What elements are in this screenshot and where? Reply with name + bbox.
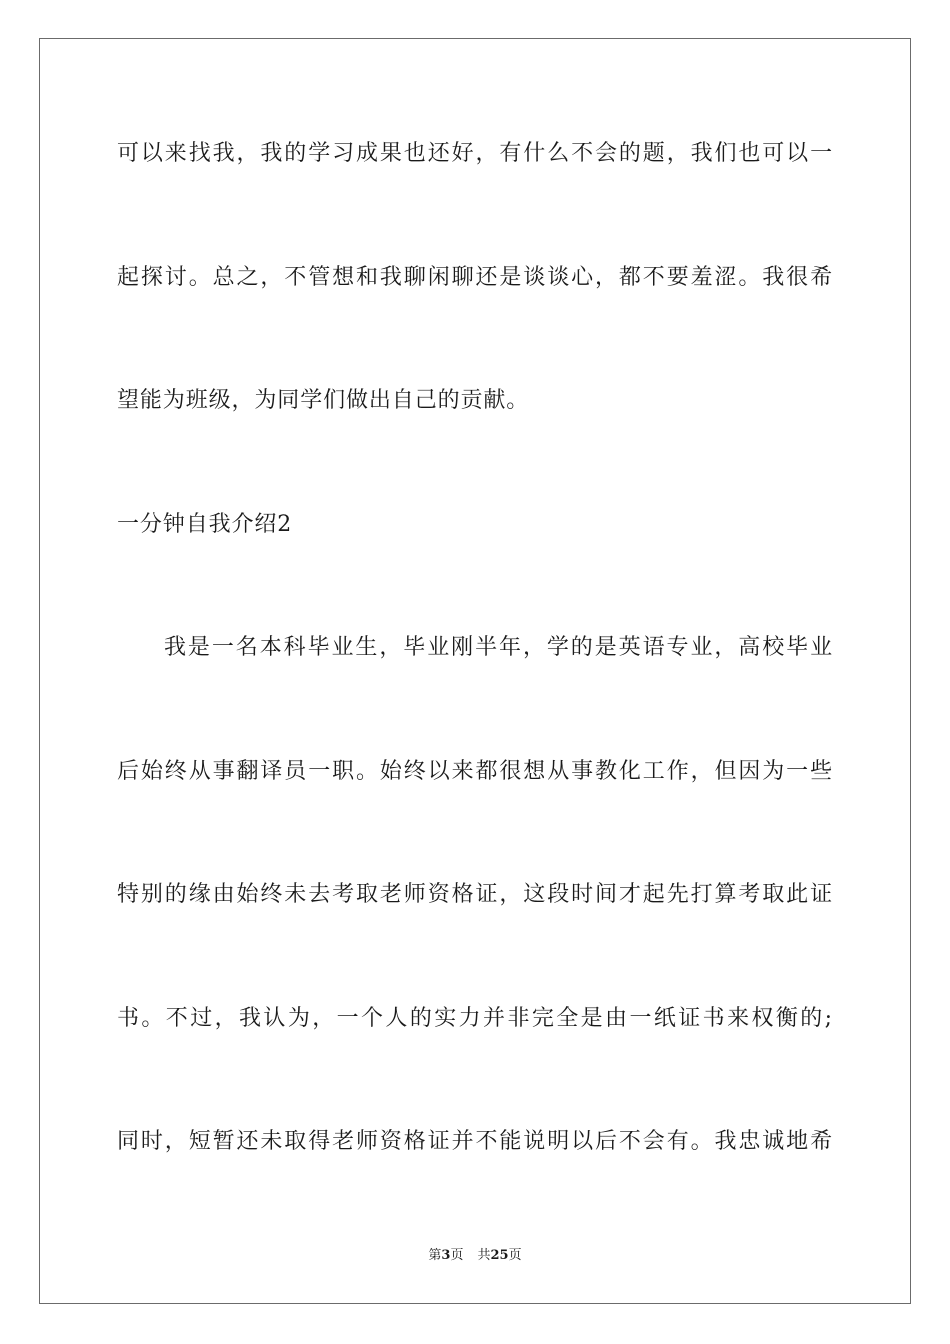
total-prefix: 共 [477,1248,491,1263]
page-number: 3 [441,1248,451,1263]
body-line-7: 特别的缘由始终未去考取老师资格证，这段时间才起先打算考取此证 [117,882,833,907]
body-line-8: 书。不过，我认为，一个人的实力并非完全是由一纸证书来权衡的; [117,1006,833,1031]
total-pages: 25 [490,1248,509,1263]
body-line-2: 起探讨。总之，不管想和我聊闲聊还是谈谈心，都不要羞涩。我很希 [117,265,833,290]
body-line-5: 我是一名本科毕业生，毕业刚半年，学的是英语专业，高校毕业 [164,635,833,660]
body-line-3: 望能为班级，为同学们做出自己的贡献。 [117,388,530,413]
page-prefix: 第 [428,1248,442,1263]
total-suffix: 页 [508,1248,522,1263]
section-heading: 一分钟自我介绍2 [117,512,293,537]
body-line-1: 可以来找我，我的学习成果也还好，有什么不会的题，我们也可以一 [117,141,833,166]
page-footer [0,1248,950,1264]
body-line-9: 同时，短暂还未取得老师资格证并不能说明以后不会有。我忠诚地希 [117,1129,833,1154]
page-border [39,38,911,1304]
body-line-6: 后始终从事翻译员一职。始终以来都很想从事教化工作，但因为一些 [117,759,833,784]
page-suffix: 页 [450,1248,464,1263]
